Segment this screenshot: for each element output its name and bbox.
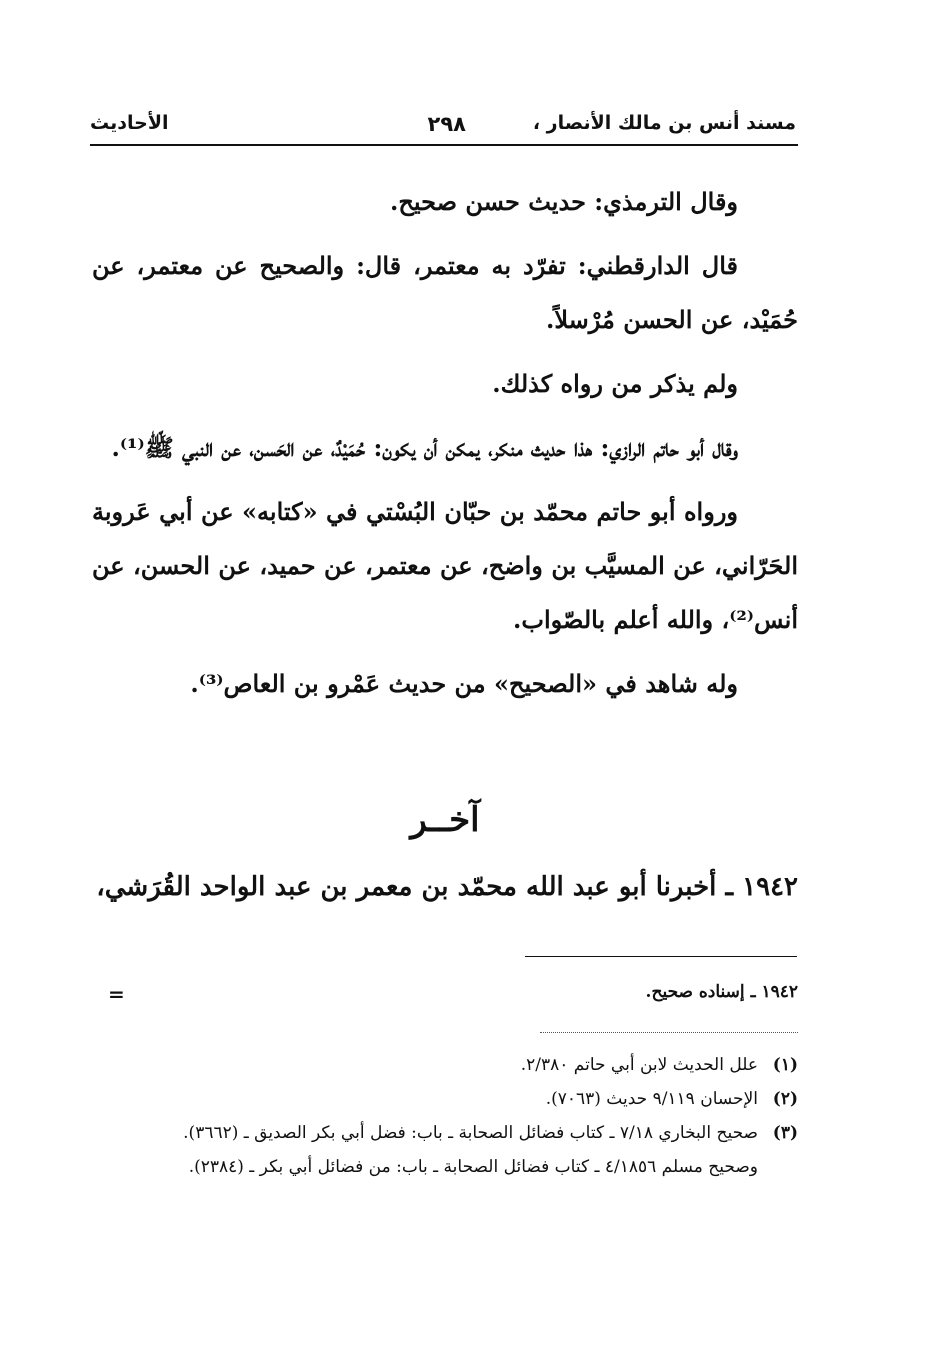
continuation-mark: =	[108, 982, 125, 1006]
footnote-rule	[525, 956, 797, 957]
paragraph: وقال أبو حاتم الرازي: هذا حديث منكر، يمكن أن يكون: حُمَيْدٌ، عن الحَسن، عن النبي ﷺ⁽¹⁾.	[111, 433, 738, 462]
section-title: آخــر	[410, 800, 480, 840]
footnote	[90, 1048, 798, 1082]
footnote-number: (٢)	[772, 1089, 798, 1109]
footnote	[90, 1150, 798, 1184]
paragraph: ولم يذكر من رواه كذلك.	[492, 369, 738, 398]
footnote	[90, 1116, 798, 1150]
takhrij-text: ١٩٤٢ ـ إسناده صحيح.	[645, 982, 798, 1002]
paragraph: ورواه أبو حاتم محمّد بن حبّان البُسْتي في «كتابه» عن أبي عَروبة الحَرّاني، عن المسيَّب بن واضح، عن معتمر، عن حميد، عن الحسن، عن أنس⁽²⁾، والله أعلم بالصّواب.	[92, 497, 798, 634]
header-book-title: مسند أنس بن مالك الأنصار ،	[532, 112, 796, 134]
paragraph: قال الدارقطني: تفرّد به معتمر، قال: والصحيح عن معتمر، عن حُمَيْد، عن الحسن مُرْسلاً.	[92, 251, 798, 334]
footnote-text: علل الحديث لابن أبي حاتم ٢/٣٨٠.	[520, 1055, 758, 1075]
main-text	[92, 175, 798, 721]
paragraph: وله شاهد في «الصحيح» من حديث عَمْرو بن العاص⁽³⁾.	[190, 669, 738, 698]
paragraph: وقال الترمذي: حديث حسن صحيح.	[390, 187, 738, 216]
footnote-dotted-rule	[540, 1032, 798, 1033]
footnote-number: (١)	[772, 1055, 798, 1075]
footnote	[90, 1082, 798, 1116]
footnote-text: الإحسان ٩/١١٩ حديث (٧٠٦٣).	[545, 1089, 758, 1109]
footnote-text: صحيح البخاري ٧/١٨ ـ كتاب فضائل الصحابة ـ باب: فضل أبي بكر الصديق ـ (٣٦٦٢).	[183, 1123, 758, 1143]
takhrij-note	[92, 982, 798, 1006]
header-section: الأحاديث	[90, 112, 169, 134]
footnote-number: (٣)	[772, 1123, 798, 1143]
hadith-opening-line: ١٩٤٢ ـ أخبرنا أبو عبد الله محمّد بن معمر بن عبد الواحد القُرَشي،	[96, 872, 798, 902]
footnote-text: وصحيح مسلم ٤/١٨٥٦ ـ كتاب فضائل الصحابة ـ باب: من فضائل أبي بكر ـ (٢٣٨٤).	[188, 1157, 758, 1177]
header-rule	[90, 144, 798, 146]
page-number: ٢٩٨	[427, 112, 466, 136]
running-header	[90, 112, 796, 142]
footnotes	[90, 1048, 798, 1184]
